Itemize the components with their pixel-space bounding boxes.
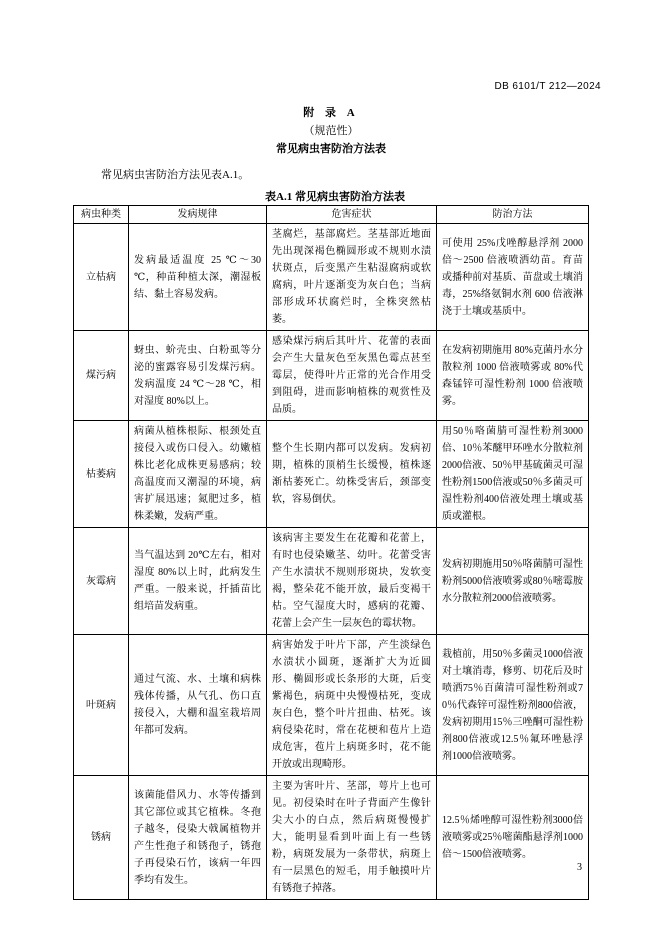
table-row xyxy=(74,635,589,776)
pest-control-table xyxy=(73,205,589,900)
page-number: 3 xyxy=(577,862,582,873)
disease-symptoms: 整个生长期内都可以发病。发病初期，植株的顶梢生长缓慢，植株逐渐枯萎死亡。幼株受害后，颈部变软，容易倒伏。 xyxy=(267,421,437,528)
disease-pattern: 当气温达到 20℃左右，相对湿度 80%以上时，此病发生严重。一般来说，扦插苗比组培苗发病重。 xyxy=(129,528,267,635)
column-header-control: 防治方法 xyxy=(437,206,589,224)
disease-name: 灰霉病 xyxy=(74,528,129,635)
disease-control: 发病初期施用50％咯菌腈可湿性粉剂5000倍液喷雾或80％嘧霉胺水分散粒剂2000倍液喷雾。 xyxy=(437,528,589,635)
annex-label: 附 录 A xyxy=(303,107,359,119)
disease-control: 12.5％烯唑醇可湿性粉剂3000倍液喷雾或25％嘧菌酯悬浮剂1000倍～1500倍液喷雾。 xyxy=(437,776,589,900)
disease-control: 在发病初期施用 80%克菌丹水分散粒剂 1000 倍液喷雾或 80%代森锰锌可湿性粉剂 1000 倍液喷雾。 xyxy=(437,331,589,421)
table-row xyxy=(74,224,589,331)
table-row xyxy=(74,421,589,528)
disease-pattern: 发病最适温度 25 ℃～30 ℃，种苗种植太深，潮湿板结、黏土容易发病。 xyxy=(129,224,267,331)
disease-control: 栽植前，用50％多菌灵1000倍液对土壤消毒，修剪、切花后及时喷洒75％百菌清可湿性粉剂或70％代森锌可湿性粉剂800倍液，发病初期用15％三唑酮可湿性粉剂800倍液或12.5％氟环唑悬浮剂1000倍液喷雾。 xyxy=(437,635,589,776)
annex-type: （规范性） xyxy=(303,125,359,137)
disease-pattern: 病菌从植株根际、根颈处直接侵入或伤口侵入。幼嫩植株比老化成株更易感病；较高温度而又潮湿的环境，病害扩展迅速；氮肥过多，植株柔嫩，发病严重。 xyxy=(129,421,267,528)
column-header-symptoms: 危害症状 xyxy=(267,206,437,224)
disease-name: 立枯病 xyxy=(74,224,129,331)
table-header-row xyxy=(74,206,589,224)
document-code: DB 6101/T 212—2024 xyxy=(494,81,601,92)
intro-paragraph: 常见病虫害防治方法见表A.1。 xyxy=(101,169,250,181)
disease-pattern: 蚜虫、蚧壳虫、白粉虱等分泌的蜜露容易引发煤污病。发病温度 24 ℃～28 ℃，相对湿度 80%以上。 xyxy=(129,331,267,421)
table-caption: 表A.1 常见病虫害防治方法表 xyxy=(265,191,405,203)
disease-symptoms: 感染煤污病后其叶片、花蕾的表面会产生大量灰色至灰黑色霉点甚至霉层，使得叶片正常的光合作用受到阻碍，进而影响植株的观赏性及品质。 xyxy=(267,331,437,421)
disease-name: 枯萎病 xyxy=(74,421,129,528)
annex-title-block xyxy=(0,104,662,158)
disease-control: 用50％咯菌腈可湿性粉剂3000倍、10％苯醚甲环唑水分散粒剂2000倍液、50％甲基硫菌灵可湿性粉剂1500倍液或50％多菌灵可湿性粉剂400倍液处理土壤或基质或灌根。 xyxy=(437,421,589,528)
table-row xyxy=(74,528,589,635)
disease-symptoms: 主要为害叶片、茎部，萼片上也可见。初侵染时在叶子背面产生像针尖大小的白点，然后病斑慢慢扩大，能明显看到叶面上有一些锈粉，病斑发展为一条带状，病斑上有一层黑色的短毛，用手触摸叶片有锈孢子掉落。 xyxy=(267,776,437,900)
table-row xyxy=(74,776,589,900)
disease-pattern: 该菌能借风力、水等传播到其它部位或其它植株。冬孢子越冬，侵染大戟属植物并产生性孢子和锈孢子，锈孢子再侵染石竹，该病一年四季均有发生。 xyxy=(129,776,267,900)
disease-name: 煤污病 xyxy=(74,331,129,421)
disease-control: 可使用 25%戊唑醇悬浮剂 2000 倍～2500 倍液喷洒幼苗。育苗或播种前对基质、苗盘或土壤消毒，25%络氨铜水剂 600 倍液淋浇于土壤或基质中。 xyxy=(437,224,589,331)
disease-symptoms: 茎腐烂，基部腐烂。茎基部近地面先出现深褐色椭圆形或不规则水渍状斑点，后变黑产生粘湿腐病或软腐病，叶片逐渐变为灰白色；当病部形成环状腐烂时，全株突然枯萎。 xyxy=(267,224,437,331)
disease-name: 锈病 xyxy=(74,776,129,900)
annex-title: 常见病虫害防治方法表 xyxy=(276,143,386,155)
disease-symptoms: 该病害主要发生在花瓣和花蕾上，有时也侵染嫩茎、幼叶。花蕾受害产生水渍状不规则形斑块，发软变褐，整朵花不能开放，最后变褐干枯。空气湿度大时，感病的花瓣、花蕾上会产生一层灰色的霉状物。 xyxy=(267,528,437,635)
table-row xyxy=(74,331,589,421)
column-header-pattern: 发病规律 xyxy=(129,206,267,224)
disease-name: 叶斑病 xyxy=(74,635,129,776)
disease-symptoms: 病害始发于叶片下部，产生淡绿色水渍状小圆斑，逐渐扩大为近圆形、椭圆形或长条形的大斑，后变紫褐色，病斑中央慢慢枯死，变成灰白色，整个叶片扭曲、枯死。该病侵染花时，常在花梗和苞片上造成危害，苞片上病斑多时，花不能开放或出现畸形。 xyxy=(267,635,437,776)
column-header-type: 病虫种类 xyxy=(74,206,129,224)
disease-pattern: 通过气流、水、土壤和病株残体传播，从气孔、伤口直接侵入，大棚和温室栽培周年都可发病。 xyxy=(129,635,267,776)
